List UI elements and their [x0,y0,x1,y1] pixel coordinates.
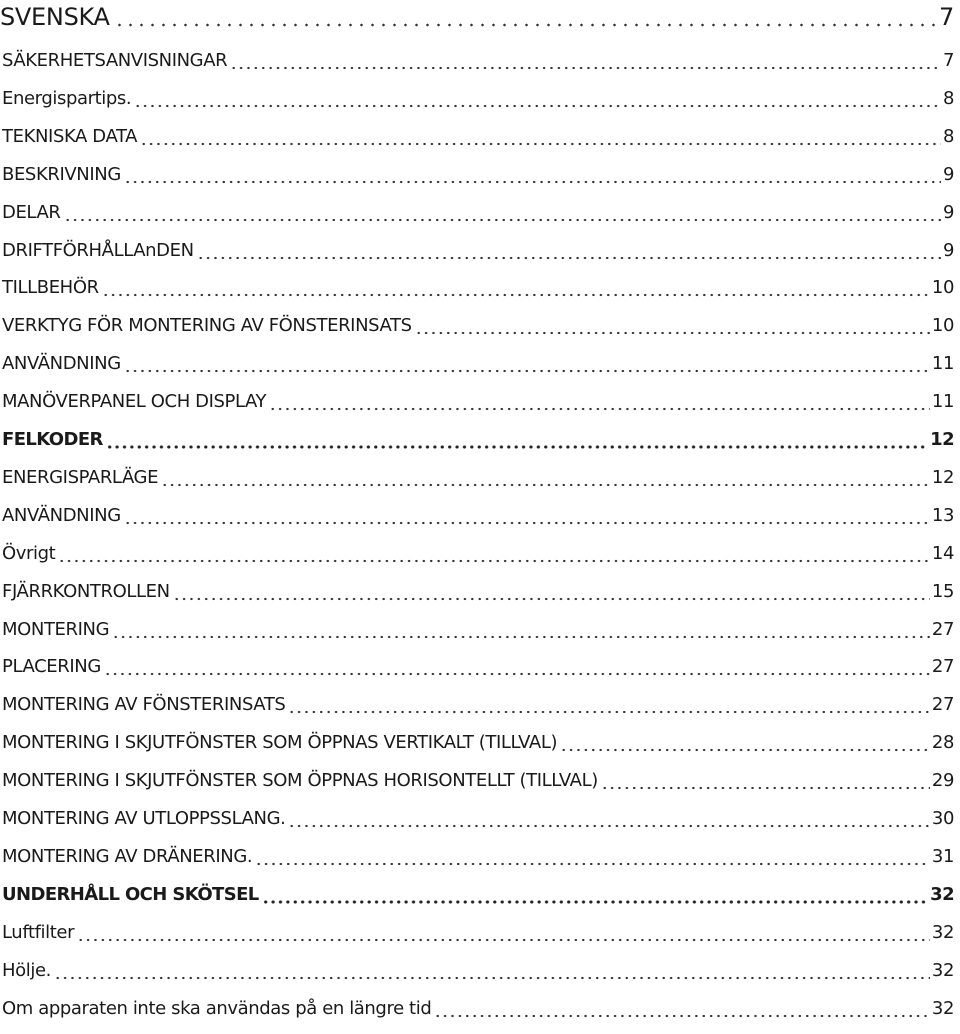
toc-entry-page: 27 [931,694,954,716]
toc-entry-page: 10 [931,315,954,337]
toc-entry-page: 15 [931,580,954,602]
dot-leader [161,467,930,487]
toc-entry-page: 9 [942,201,954,223]
toc-entry[interactable] [2,347,954,375]
dot-leader [124,164,941,184]
toc-entry-label: MONTERING AV FÖNSTERINSATS [2,694,286,716]
toc-entry-page: 27 [931,656,954,678]
toc-entry-label: Energispartips. [2,87,132,109]
toc-entry[interactable] [2,575,954,603]
toc-entry-page: 11 [931,391,954,413]
toc-entry-label: Hölje. [2,959,51,981]
dot-leader [114,7,935,27]
toc-entry-page: 8 [942,87,954,109]
toc-entry-label: ANVÄNDNING [2,353,121,375]
toc-entry-page: 14 [931,542,954,564]
dot-leader [601,770,930,790]
toc-entry-label: PLACERING [2,656,101,678]
toc-entry[interactable] [2,499,954,527]
toc-entry[interactable] [2,764,954,792]
dot-leader [197,240,941,260]
dot-leader [288,808,929,828]
toc-entry-label: ENERGISPARLÄGE [2,466,159,488]
toc-entry[interactable] [2,650,954,678]
toc-entry[interactable] [2,802,954,830]
toc-entry[interactable] [2,688,954,716]
toc-entry-label: MONTERING I SKJUTFÖNSTER SOM ÖPPNAS HORISONTELLT (TILLVAL) [2,770,598,792]
dot-leader [102,277,930,297]
toc-entry[interactable] [2,196,954,224]
toc-entry[interactable] [2,726,954,754]
toc-entry-label: Om apparaten inte ska användas på en längre tid [2,997,432,1019]
dot-leader [288,694,929,714]
toc-entry-label: BESKRIVNING [2,163,121,185]
toc-entry-page: 28 [931,732,954,754]
toc-entry-page: 32 [931,997,954,1019]
dot-leader [560,732,930,752]
dot-leader [230,50,941,70]
dot-leader [134,88,941,108]
toc-entry-page: 30 [931,808,954,829]
dot-leader [124,353,930,373]
toc-entry[interactable] [2,992,954,1020]
toc-entry-label: ANVÄNDNING [2,504,121,526]
toc-entry[interactable] [2,878,954,906]
toc-entry-page: 12 [930,429,954,450]
toc-entry[interactable] [2,158,954,186]
toc-entry-page: 29 [931,770,954,792]
toc-entry[interactable] [2,385,954,413]
toc-entry[interactable] [2,44,954,72]
toc-entry[interactable] [2,271,954,299]
dot-leader [112,619,930,639]
toc-entry[interactable] [2,954,954,982]
toc-title[interactable] [0,0,954,30]
dot-leader [255,846,930,866]
toc-entry-label: DRIFTFÖRHÅLLAnDEN [2,239,194,261]
toc-entry[interactable] [2,234,954,262]
toc-entry-label: Luftfilter [2,921,75,943]
toc-entry-label: MONTERING [2,618,110,640]
toc-entry-page: 9 [942,163,954,185]
toc-entry-page: 9 [942,239,954,261]
toc-title-label: SVENSKA [0,3,110,31]
toc-entry-label: MANÖVERPANEL OCH DISPLAY [2,391,267,413]
dot-leader [124,505,930,525]
dot-leader [104,656,930,676]
toc-entry-page: 11 [931,353,954,375]
toc-entry-page: 13 [931,504,954,526]
dot-leader [173,581,930,601]
toc-entry-page: 32 [931,921,954,943]
toc-entry-label: Övrigt [2,542,56,564]
toc-entry[interactable] [2,309,954,337]
toc-entry[interactable] [2,840,954,868]
toc-entry-page: 10 [931,277,954,299]
dot-leader [106,429,928,449]
toc-entry[interactable] [2,82,954,110]
dot-leader [262,884,929,904]
toc-entry-page: 8 [942,125,954,147]
toc-entry-label: TEKNISKA DATA [2,125,138,147]
toc-entry[interactable] [2,613,954,641]
toc-entry[interactable] [2,916,954,944]
dot-leader [140,126,941,146]
toc-entry-page: 31 [931,845,954,867]
dot-leader [415,315,930,335]
toc-entry[interactable] [2,120,954,148]
toc-entry-label: MONTERING AV DRÄNERING. [2,845,253,867]
toc-entry-label: TILLBEHÖR [2,277,99,299]
toc-entry-label: UNDERHÅLL OCH SKÖTSEL [2,883,259,905]
toc-entry[interactable] [2,461,954,489]
dot-leader [77,922,930,942]
toc-entry-page: 32 [931,959,954,981]
toc-entry-label: FJÄRRKONTROLLEN [2,580,170,602]
toc-entry-label: MONTERING AV UTLOPPSSLANG. [2,808,286,829]
toc-entry-label: SÄKERHETSANVISNINGAR [2,50,228,71]
toc-entry-page: 7 [942,50,954,71]
dot-leader [54,960,930,980]
toc-entry[interactable] [2,423,954,451]
toc-entry-label: FELKODER [2,429,103,450]
dot-leader [269,391,930,411]
toc-entry-label: VERKTYG FÖR MONTERING AV FÖNSTERINSATS [2,315,412,337]
dot-leader [64,202,941,222]
toc-entry[interactable] [2,537,954,565]
toc-entry-label: MONTERING I SKJUTFÖNSTER SOM ÖPPNAS VERTIKALT (TILLVAL) [2,732,558,754]
toc-entry-page: 32 [930,883,954,905]
toc-title-page: 7 [939,3,954,31]
toc-entry-label: DELAR [2,201,61,223]
dot-leader [58,543,930,563]
toc-entry-page: 27 [931,618,954,640]
dot-leader [434,998,930,1018]
toc-entry-page: 12 [931,466,954,488]
